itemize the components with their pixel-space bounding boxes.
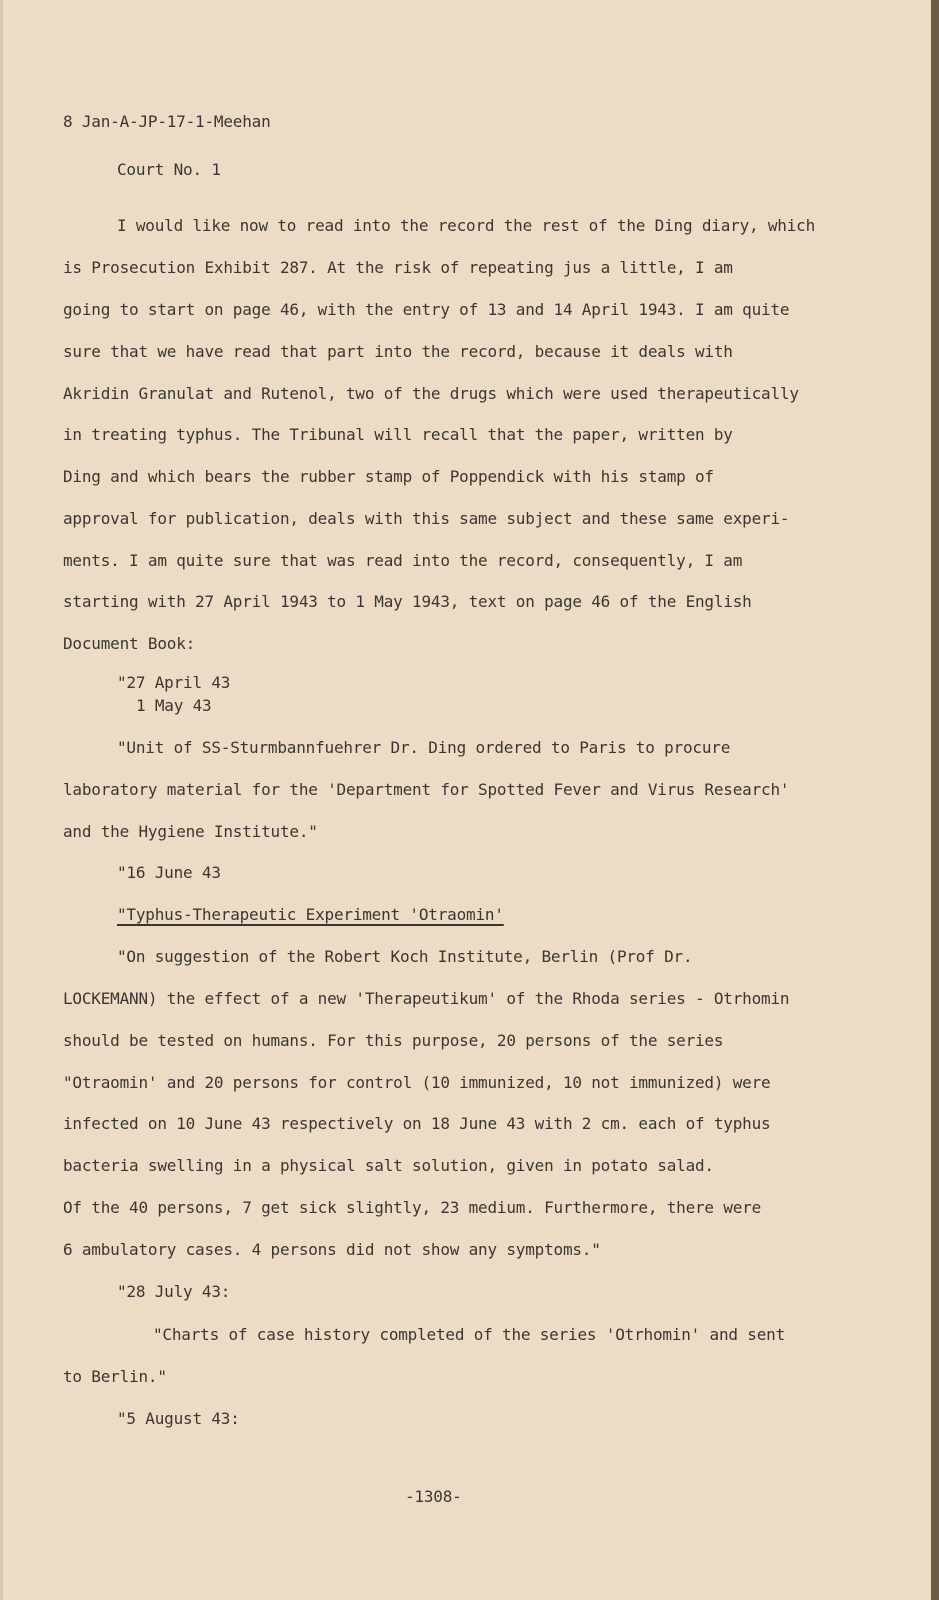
entry-line: 6 ambulatory cases. 4 persons did not show any symptoms.": [63, 1240, 601, 1259]
entry-line: Of the 40 persons, 7 get sick slightly, 23 medium. Furthermore, there were: [63, 1198, 762, 1217]
body-line: Akridin Granulat and Rutenol, two of the drugs which were used therapeutically: [63, 384, 799, 403]
body-line: ments. I am quite sure that was read into the record, consequently, I am: [63, 551, 743, 570]
page-number: -1308-: [405, 1487, 462, 1506]
entry-line: laboratory material for the 'Department for Spotted Fever and Virus Research': [63, 780, 790, 799]
court-number: Court No. 1: [117, 160, 221, 179]
entry-date: "5 August 43:: [117, 1409, 240, 1428]
body-line: going to start on page 46, with the entry of 13 and 14 April 1943. I am quite: [63, 300, 790, 319]
document-reference: 8 Jan-A-JP-17-1-Meehan: [63, 112, 271, 131]
body-line: Ding and which bears the rubber stamp of Poppendick with his stamp of: [63, 467, 714, 486]
body-line: in treating typhus. The Tribunal will recall that the paper, written by: [63, 425, 733, 444]
body-line: is Prosecution Exhibit 287. At the risk of repeating jus a little, I am: [63, 258, 733, 277]
entry-title: "Typhus-Therapeutic Experiment 'Otraomin': [117, 905, 504, 924]
entry-date: "27 April 43: [117, 673, 231, 692]
body-line: starting with 27 April 1943 to 1 May 1943, text on page 46 of the English: [63, 592, 752, 611]
entry-line: bacteria swelling in a physical salt solution, given in potato salad.: [63, 1156, 714, 1175]
entry-line: "Unit of SS-Sturmbannfuehrer Dr. Ding ordered to Paris to procure: [117, 738, 731, 757]
body-line: approval for publication, deals with this same subject and these same experi-: [63, 509, 790, 528]
entry-line: to Berlin.": [63, 1367, 167, 1386]
entry-line: and the Hygiene Institute.": [63, 822, 318, 841]
entry-line: "On suggestion of the Robert Koch Institute, Berlin (Prof Dr.: [117, 947, 693, 966]
body-line: sure that we have read that part into the record, because it deals with: [63, 342, 733, 361]
entry-line: infected on 10 June 43 respectively on 18 June 43 with 2 cm. each of typhus: [63, 1114, 771, 1133]
entry-line: "Charts of case history completed of the series 'Otrhomin' and sent: [153, 1325, 785, 1344]
body-line: I would like now to read into the record the rest of the Ding diary, which: [117, 216, 816, 235]
entry-date: "28 July 43:: [117, 1282, 231, 1301]
entry-line: LOCKEMANN) the effect of a new 'Therapeutikum' of the Rhoda series - Otrhomin: [63, 989, 790, 1008]
body-line: Document Book:: [63, 634, 196, 653]
entry-line: should be tested on humans. For this purpose, 20 persons of the series: [63, 1031, 724, 1050]
entry-date: 1 May 43: [136, 696, 212, 715]
entry-line: "Otraomin' and 20 persons for control (10 immunized, 10 not immunized) were: [63, 1073, 771, 1092]
entry-date: "16 June 43: [117, 863, 221, 882]
